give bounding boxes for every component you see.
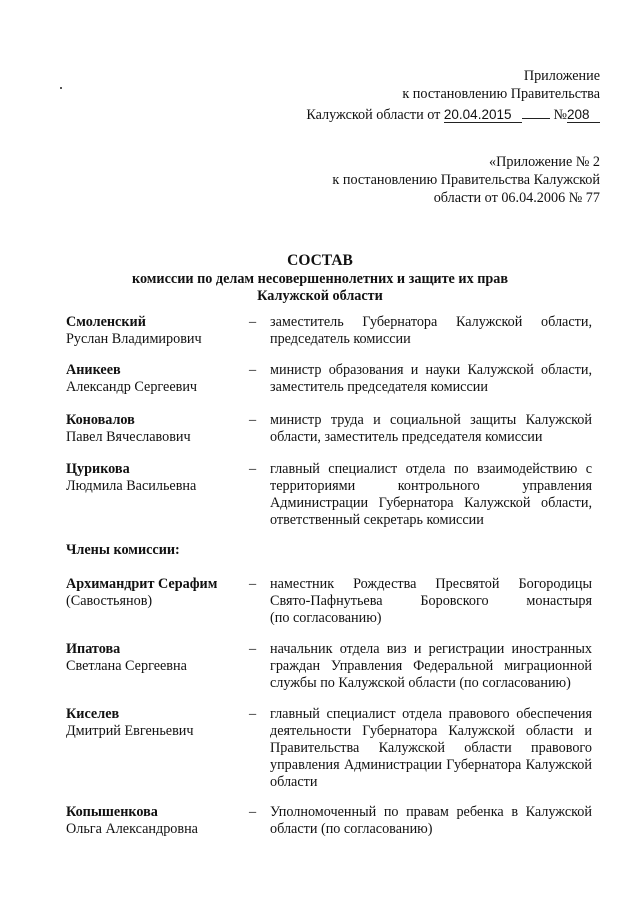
appendix-2-title: «Приложение № 2 [489, 154, 600, 170]
role-line: ответственный секретарь комиссии [270, 512, 484, 528]
member-surname: Цурикова [66, 461, 130, 477]
heading-title: СОСТАВ [287, 252, 353, 269]
member-given-name: Ольга Александровна [66, 821, 198, 837]
role-line: территориями контрольного управления [270, 478, 592, 494]
role-line: наместник Рождества Пресвятой Богородицы [270, 576, 592, 592]
role-line: министр образования и науки Калужской области, [270, 362, 592, 378]
members-heading: Члены комиссии: [66, 542, 180, 558]
dash-separator: – [249, 641, 257, 657]
dash-separator: – [249, 412, 257, 428]
member-surname: Киселев [66, 706, 120, 722]
member-name [66, 314, 246, 348]
member-given-name: Дмитрий Евгеньевич [66, 723, 194, 739]
date-blank-underline [522, 104, 550, 119]
member-role [270, 412, 592, 446]
member-name [66, 576, 246, 610]
dash-separator: – [249, 362, 257, 378]
member-surname: Ипатова [66, 641, 121, 657]
member-given-name: Светлана Сергеевна [66, 658, 187, 674]
role-line: управления Администрации Губернатора Калужской [270, 757, 592, 773]
member-surname: Архимандрит Серафим [66, 576, 218, 592]
appendix-reference: к постановлению Правительства [402, 86, 600, 102]
member-given-name: (Савостьянов) [66, 593, 153, 609]
appendix-2-date: области от 06.04.2006 № 77 [433, 190, 600, 206]
role-line: граждан Управления Федеральной миграционной [270, 658, 592, 674]
appendix-header [306, 68, 600, 122]
appendix-date-field [444, 107, 522, 123]
member-name [66, 461, 246, 495]
appendix-date-prefix: Калужской области от [306, 107, 441, 123]
dash-separator: – [249, 804, 257, 820]
role-line: министр труда и социальной защиты Калужской [270, 412, 592, 428]
document-heading [0, 250, 640, 305]
appendix-date: 20.04.2015 [443, 107, 512, 122]
appendix-title: Приложение [523, 68, 600, 84]
member-role [270, 804, 592, 838]
heading-region: Калужской области [257, 288, 383, 304]
member-name [66, 362, 246, 396]
member-role [270, 314, 592, 348]
role-line: Уполномоченный по правам ребенка в Калужской [270, 804, 592, 820]
role-line: области (по согласованию) [270, 821, 433, 837]
role-line: заместитель председателя комиссии [270, 379, 488, 395]
member-name [66, 706, 246, 740]
member-given-name: Павел Вячеславович [66, 429, 191, 445]
role-line: деятельности Губернатора Калужской области и [270, 723, 592, 739]
member-surname: Коновалов [66, 412, 135, 428]
member-name [66, 412, 246, 446]
member-role [270, 576, 592, 627]
dash-separator: – [249, 706, 257, 722]
appendix-number-sign: № [553, 107, 567, 123]
heading-subtitle: комиссии по делам несовершеннолетних и защите их прав [131, 271, 509, 287]
member-role [270, 641, 592, 692]
member-role [270, 706, 592, 791]
member-role [270, 461, 592, 529]
member-given-name: Людмила Васильевна [66, 478, 197, 494]
scan-speck [60, 87, 62, 89]
dash-separator: – [249, 576, 257, 592]
role-line: заместитель Губернатора Калужской области, [270, 314, 592, 330]
member-role [270, 362, 592, 396]
role-line: начальник отдела виз и регистрации иностранных [270, 641, 592, 657]
member-surname: Аникеев [66, 362, 121, 378]
role-line: службы по Калужской области (по согласованию) [270, 675, 571, 691]
role-line: Администрации Губернатора Калужской области, [270, 495, 592, 511]
dash-separator: – [249, 314, 257, 330]
role-line: Свято-Пафнутьева Боровского монастыря [270, 593, 592, 609]
member-surname: Копышенкова [66, 804, 158, 820]
role-line: Правительства Калужской области правового [270, 740, 592, 756]
role-line: главный специалист отдела по взаимодействию с [270, 461, 592, 477]
role-line: области [270, 774, 318, 790]
member-name [66, 641, 246, 675]
appendix-number-field [567, 107, 600, 123]
member-name [66, 804, 246, 838]
member-given-name: Руслан Владимирович [66, 331, 202, 347]
appendix-date-line [306, 104, 600, 122]
dash-separator: – [249, 461, 257, 477]
appendix-2-header [332, 154, 600, 208]
appendix-2-reference: к постановлению Правительства Калужской [332, 172, 600, 188]
role-line: области, заместитель председателя комиссии [270, 429, 543, 445]
member-given-name: Александр Сергеевич [66, 379, 198, 395]
role-line: председатель комиссии [270, 331, 411, 347]
role-line: главный специалист отдела правового обеспечения [270, 706, 592, 722]
appendix-number: 208 [567, 107, 590, 122]
role-line: (по согласованию) [270, 610, 382, 626]
member-surname: Смоленский [66, 314, 146, 330]
